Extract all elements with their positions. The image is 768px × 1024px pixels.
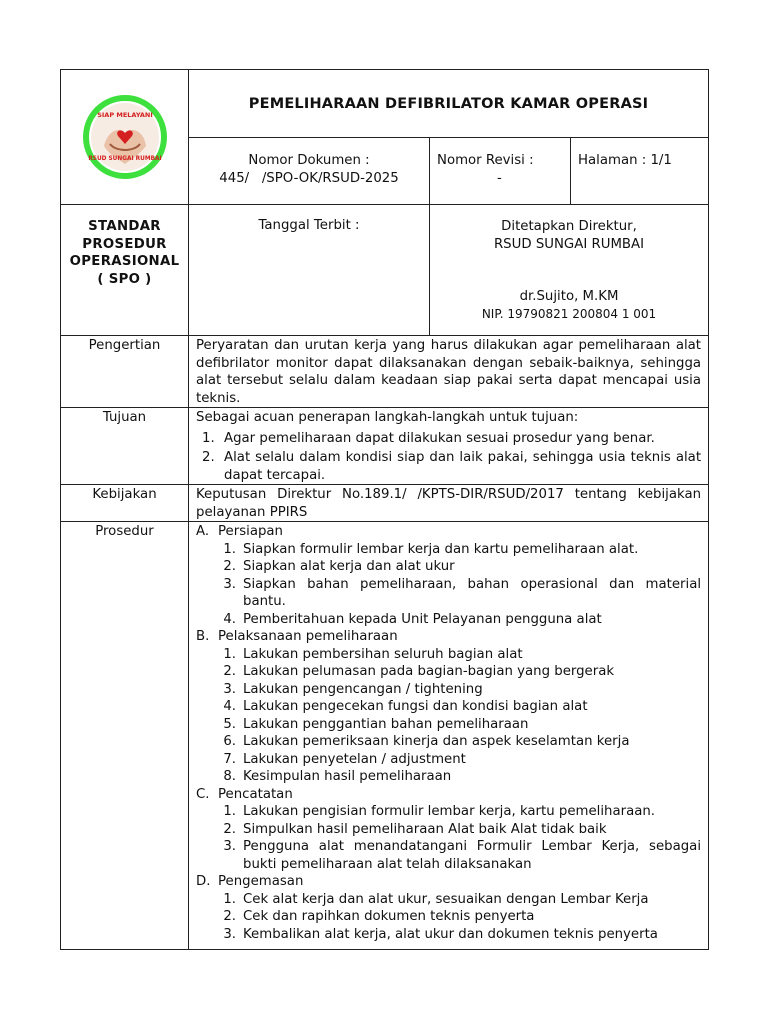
ditetapkan-line-2: RSUD SUNGAI RUMBAI <box>493 236 645 252</box>
document-title: PEMELIHARAAN DEFIBRILATOR KAMAR OPERASI <box>248 95 649 112</box>
logo-top-text: SIAP MELAYANI <box>96 111 153 119</box>
tujuan-intro: Sebagai acuan penerapan langkah-langkah untuk tujuan: <box>196 410 579 425</box>
signer-name: dr.Sujito, M.KM <box>519 289 619 304</box>
spo-label-cell <box>61 205 189 336</box>
spo-line-4: ( SPO ) <box>97 271 152 287</box>
prosedur-step: 1. Lakukan pembersihan seluruh bagian alat <box>223 646 523 662</box>
prosedur-step: 3. Lakukan pengencangan / tightening <box>223 681 483 697</box>
kebijakan-label: Kebijakan <box>61 485 189 522</box>
nomor-revisi-cell <box>430 138 571 205</box>
ditetapkan-cell <box>430 205 709 336</box>
prosedur-section-b: B. Pelaksanaan pemeliharaan <box>196 629 398 644</box>
spo-document-table <box>60 69 709 950</box>
prosedur-step: 1. Cek alat kerja dan alat ukur, sesuaikan dengan Lembar Kerja <box>223 891 649 907</box>
prosedur-step: 2. Lakukan pelumasan pada bagian-bagian yang bergerak <box>223 664 615 679</box>
prosedur-step: 5. Lakukan penggantian bahan pemeliharaan <box>223 716 529 732</box>
logo-bottom-text: RSUD SUNGAI RUMBAI <box>87 156 162 162</box>
nomor-dokumen-value: 445/ /SPO-OK/RSUD-2025 <box>219 170 399 186</box>
prosedur-step: 2. Simpulkan hasil pemeliharaan Alat baik Alat tidak baik <box>223 821 607 837</box>
prosedur-step: 3. Kembalikan alat kerja, alat ukur dan dokumen teknis penyerta <box>223 926 658 942</box>
prosedur-step: 4. Pemberitahuan kepada Unit Pelayanan pengguna alat <box>223 611 602 627</box>
prosedur-step: 1. Lakukan pengisian formulir lembar kerja, kartu pemeliharaan. <box>223 804 656 819</box>
prosedur-step: 3. Siapkan bahan pemeliharaan, bahan operasional dan material bantu. <box>223 576 702 609</box>
spo-line-3: OPERASIONAL <box>69 254 180 269</box>
prosedur-section-d: D. Pengemasan <box>196 874 304 889</box>
spo-line-2: PROSEDUR <box>82 236 167 252</box>
tujuan-label: Tujuan <box>61 408 189 485</box>
hospital-logo <box>61 94 188 180</box>
prosedur-step: 4. Lakukan pengecekan fungsi dan kondisi bagian alat <box>223 699 588 714</box>
kebijakan-text: Keputusan Direktur No.189.1/ /KPTS-DIR/RSUD/2017 tentang kebijakan pelayanan PPIRS <box>189 485 709 522</box>
tujuan-item: 1. Agar pemeliharaan dapat dilakukan sesuai prosedur yang benar. <box>202 430 655 446</box>
prosedur-section-a: A. Persiapan <box>196 524 283 539</box>
pengertian-label: Pengertian <box>61 336 189 408</box>
prosedur-step: 6. Lakukan pemeriksaan kinerja dan aspek keselamtan kerja <box>223 734 630 749</box>
spo-line-1: STANDAR <box>88 219 161 234</box>
prosedur-step: 2. Siapkan alat kerja dan alat ukur <box>223 559 455 574</box>
prosedur-step: 7. Lakukan penyetelan / adjustment <box>223 751 466 767</box>
nomor-dokumen-label: Nomor Dokumen : <box>248 153 370 168</box>
tanggal-terbit-cell <box>189 205 430 336</box>
halaman-cell <box>571 138 709 205</box>
tanggal-terbit-label: Tanggal Terbit : <box>258 218 360 233</box>
logo-cell <box>61 70 189 205</box>
pengertian-text: Peryaratan dan urutan kerja yang harus dilakukan agar pemeliharaan alat defibrilator monitor dapat dilaksanakan dengan sebaik-baiknya, sehingga alat tersebut selalu dalam keadaan siap pakai serta dapat mencapai usia teknis. <box>189 336 709 408</box>
tujuan-item: 2. Alat selalu dalam kondisi siap dan laik pakai, sehingga usia teknis alat dapat tercapai. <box>202 450 702 483</box>
halaman-label: Halaman : 1/1 <box>578 153 672 168</box>
title-cell <box>189 70 709 138</box>
ditetapkan-line-1: Ditetapkan Direktur, <box>501 219 637 234</box>
prosedur-section-c: C. Pencatatan <box>196 786 293 802</box>
prosedur-step: 3. Pengguna alat menandatangani Formulir Lembar Kerja, sebagai bukti pemeliharaan alat telah dilaksanakan <box>223 839 702 872</box>
nomor-revisi-value: - <box>497 170 502 186</box>
prosedur-step: 1. Siapkan formulir lembar kerja dan kartu pemeliharaan alat. <box>223 541 639 557</box>
signer-nip: NIP. 19790821 200804 1 001 <box>481 306 657 321</box>
prosedur-content <box>189 522 709 950</box>
prosedur-step: 2. Cek dan rapihkan dokumen teknis penyerta <box>223 909 535 924</box>
prosedur-step: 8. Kesimpulan hasil pemeliharaan <box>223 769 452 784</box>
prosedur-label: Prosedur <box>61 522 189 950</box>
nomor-dokumen-cell <box>189 138 430 205</box>
tujuan-content <box>189 408 709 485</box>
nomor-revisi-label: Nomor Revisi : <box>437 153 534 168</box>
